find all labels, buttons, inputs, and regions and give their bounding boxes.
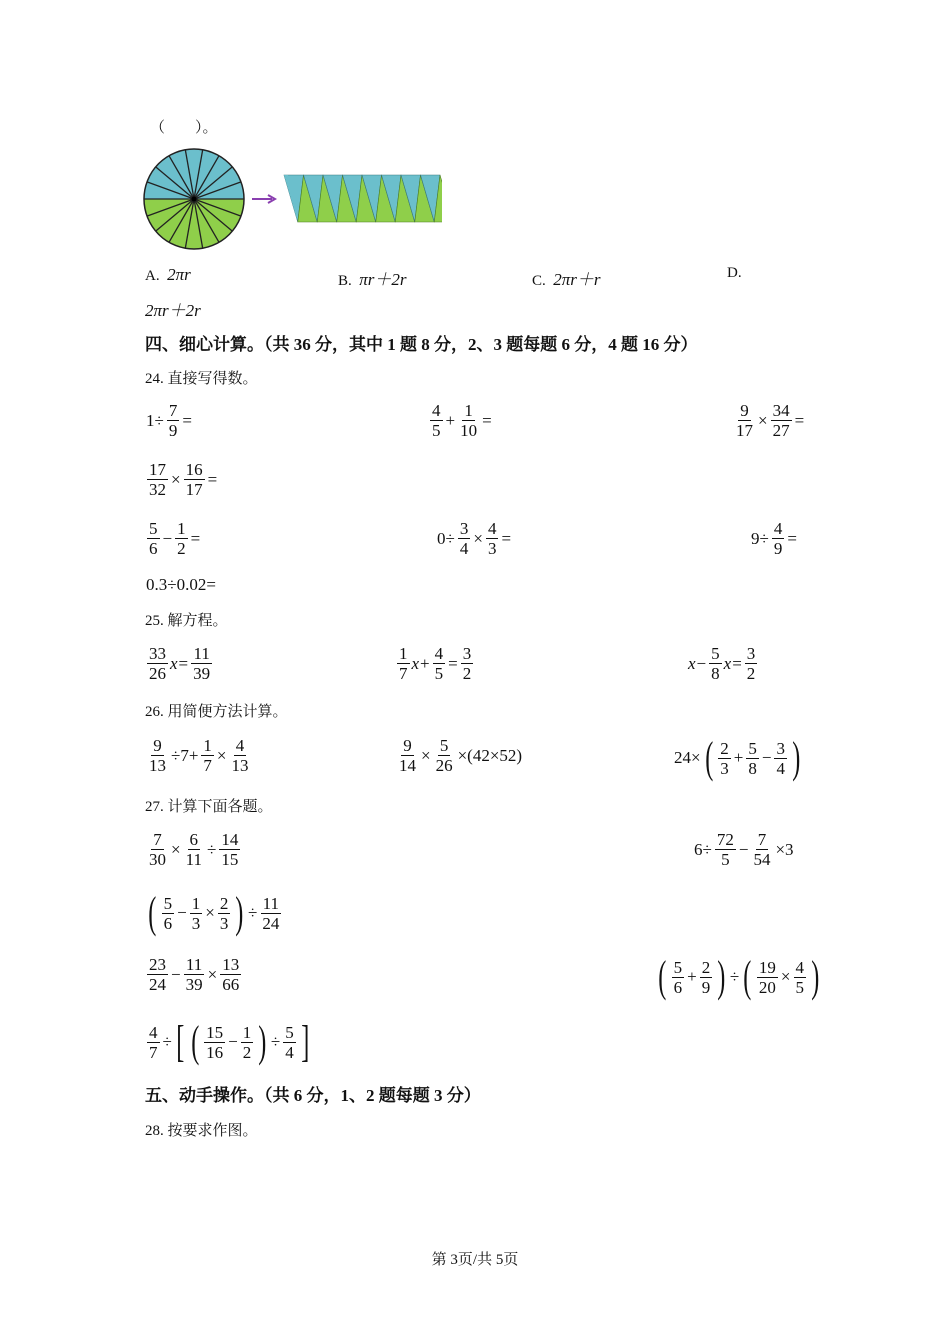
- math-operator: +: [733, 748, 744, 767]
- denominator: 4: [776, 758, 785, 778]
- fraction: [204, 1023, 225, 1062]
- bracket: (: [658, 952, 667, 1001]
- math-operator: =: [182, 410, 192, 430]
- math-operator: ×3: [775, 839, 794, 859]
- math-operator: =: [501, 528, 512, 548]
- fraction: [486, 519, 499, 558]
- bracket: ): [258, 1017, 267, 1066]
- fraction: [260, 894, 281, 933]
- bracket: ): [792, 733, 801, 782]
- denominator: 4: [459, 539, 469, 558]
- math-expression-e26-3: [673, 733, 804, 782]
- math-operator: 0.3÷0.02=: [146, 575, 216, 594]
- math-operator: +: [420, 653, 430, 673]
- numerator: 1: [464, 401, 473, 420]
- math-operator: −: [228, 1032, 238, 1051]
- math-expression-e24-7: [750, 519, 798, 558]
- bracket: (: [148, 888, 157, 937]
- numerator: 5: [163, 893, 173, 913]
- fraction: [147, 830, 168, 869]
- section-4-title: 四、细心计算。（共 36 分，其中 1 题 8 分，2、3 题每题 6 分，4 题 16 分）: [145, 335, 698, 354]
- fraction: [147, 644, 168, 683]
- numerator: 9: [403, 736, 412, 755]
- option-a: [145, 265, 191, 285]
- math-operator: ×: [421, 745, 431, 765]
- denominator: 9: [701, 977, 711, 997]
- numerator: 4: [487, 519, 497, 538]
- denominator: 5: [434, 664, 444, 683]
- denominator: 15: [221, 850, 239, 869]
- option-b-expr: πr＋2r: [359, 270, 407, 289]
- denominator: 27: [772, 421, 790, 440]
- math-operator: ×: [171, 839, 181, 859]
- option-b: [338, 265, 407, 290]
- math-expression-e27-6: [145, 1017, 312, 1066]
- math-operator: 9÷: [751, 528, 769, 548]
- fraction: [147, 955, 168, 994]
- numerator: 5: [673, 957, 683, 977]
- denominator: 14: [399, 756, 416, 775]
- math-expression-e24-5: [145, 519, 201, 558]
- numerator: 9: [153, 736, 162, 755]
- math-operator: ÷: [206, 839, 217, 859]
- numerator: 16: [185, 460, 203, 479]
- denominator: 9: [773, 539, 783, 558]
- denominator: 9: [168, 421, 178, 440]
- fraction: [751, 830, 772, 869]
- numerator: 5: [711, 644, 720, 663]
- fraction: [220, 955, 241, 994]
- numerator: 4: [795, 957, 804, 977]
- denominator: 39: [193, 664, 211, 683]
- numerator: 5: [285, 1022, 294, 1042]
- denominator: 2: [462, 664, 472, 683]
- denominator: 2: [746, 664, 756, 683]
- numerator: 7: [757, 830, 767, 849]
- bracket: (: [743, 952, 752, 1001]
- fraction: [718, 739, 731, 778]
- math-operator: ÷: [270, 1032, 281, 1051]
- fraction: [162, 894, 175, 933]
- math-operator: −: [738, 839, 749, 859]
- denominator: 39: [185, 975, 203, 994]
- option-a-label: A.: [145, 268, 160, 284]
- numerator: 2: [219, 893, 229, 913]
- math-operator: −: [761, 748, 772, 767]
- math-operator: ÷: [729, 967, 740, 986]
- fraction: [175, 519, 188, 558]
- math-operator: 24×: [674, 748, 701, 767]
- numerator: 6: [189, 830, 199, 849]
- fraction: [190, 894, 203, 933]
- math-expression-e24-1: [145, 401, 193, 440]
- fraction: [184, 830, 204, 869]
- numerator: 34: [772, 401, 790, 420]
- fraction: [147, 736, 168, 775]
- denominator: 5: [795, 977, 804, 997]
- math-operator: ×: [171, 469, 181, 489]
- denominator: 16: [206, 1042, 224, 1062]
- numerator: 4: [434, 644, 444, 663]
- numerator: 2: [720, 738, 729, 758]
- variable: x: [723, 653, 732, 673]
- numerator: 11: [185, 955, 203, 974]
- numerator: 4: [149, 1022, 158, 1042]
- math-operator: 1÷: [146, 410, 164, 430]
- math-expression-e27-1: [145, 830, 242, 869]
- denominator: 2: [242, 1042, 252, 1062]
- numerator: 9: [740, 401, 749, 420]
- denominator: 11: [185, 850, 202, 869]
- fraction: [745, 644, 758, 683]
- numerator: 1: [242, 1022, 252, 1042]
- numerator: 5: [439, 736, 449, 755]
- denominator: 4: [285, 1042, 294, 1062]
- fraction: [219, 830, 240, 869]
- option-c: [532, 265, 601, 290]
- numerator: 4: [773, 519, 783, 538]
- math-operator: =: [732, 653, 742, 673]
- math-operator: =: [448, 653, 458, 673]
- denominator: 66: [222, 975, 240, 994]
- fraction: [430, 401, 443, 440]
- math-operator: ×(42×52): [457, 745, 523, 765]
- fraction: [734, 401, 755, 440]
- denominator: 3: [487, 539, 497, 558]
- fraction: [191, 644, 212, 683]
- denominator: 3: [219, 913, 229, 933]
- math-operator: 0÷: [437, 528, 455, 548]
- fraction: [461, 644, 474, 683]
- denominator: 6: [149, 539, 158, 558]
- fraction: [230, 736, 251, 775]
- denominator: 5: [721, 850, 730, 869]
- math-expression-e27-2: [693, 830, 795, 869]
- math-expression-e24-8: [145, 565, 217, 605]
- numerator: 72: [716, 830, 734, 849]
- numerator: 14: [221, 830, 239, 849]
- numerator: 1: [203, 736, 212, 755]
- denominator: 13: [149, 756, 166, 775]
- fraction: [147, 460, 168, 499]
- denominator: 26: [149, 664, 166, 683]
- math-operator: −: [171, 964, 181, 984]
- denominator: 6: [163, 913, 173, 933]
- math-expression-e27-3: [145, 888, 283, 937]
- fraction: [771, 401, 792, 440]
- fraction: [458, 401, 479, 440]
- denominator: 26: [435, 756, 453, 775]
- fraction: [147, 1023, 160, 1062]
- option-d: [727, 265, 742, 282]
- numerator: 3: [459, 519, 469, 538]
- question-27: 27. 计算下面各题。: [145, 799, 273, 815]
- option-c-label: C.: [532, 273, 546, 289]
- denominator: 7: [149, 1042, 158, 1062]
- numerator: 1: [191, 893, 201, 913]
- math-operator: ×: [473, 528, 483, 548]
- fraction: [772, 519, 785, 558]
- denominator: 3: [191, 913, 201, 933]
- bracket: (: [704, 733, 713, 782]
- fraction: [715, 830, 736, 869]
- denominator: 32: [149, 480, 166, 499]
- numerator: 4: [235, 736, 245, 755]
- numerator: 17: [149, 460, 166, 479]
- fraction: [757, 958, 778, 997]
- math-operator: 6÷: [694, 839, 712, 859]
- fraction: [397, 644, 410, 683]
- denominator: 17: [185, 480, 203, 499]
- math-operator: −: [162, 528, 173, 548]
- answer-blank: （ ）。: [150, 120, 218, 136]
- math-operator: +: [445, 410, 456, 430]
- math-operator: ×: [207, 964, 218, 984]
- option-d-expr-line: [145, 296, 201, 321]
- arrow-icon: [252, 195, 275, 203]
- denominator: 2: [177, 539, 186, 558]
- option-d-expr: 2πr＋2r: [145, 301, 201, 320]
- numerator: 4: [432, 401, 441, 420]
- fraction: [241, 1023, 254, 1062]
- denominator: 7: [399, 664, 408, 683]
- fraction: [672, 958, 685, 997]
- numerator: 3: [746, 644, 756, 663]
- option-d-label: D.: [727, 265, 742, 281]
- numerator: 1: [399, 644, 408, 663]
- math-operator: =: [794, 410, 805, 430]
- numerator: 11: [193, 644, 210, 663]
- math-operator: =: [482, 410, 492, 430]
- numerator: 19: [758, 957, 776, 977]
- numerator: 23: [149, 955, 166, 974]
- page-footer: 第 3页/共 5页: [431, 1252, 519, 1268]
- denominator: 8: [711, 664, 720, 683]
- fraction: [774, 739, 787, 778]
- numerator: 5: [748, 738, 757, 758]
- fraction: [184, 460, 205, 499]
- denominator: 3: [720, 758, 729, 778]
- fraction: [167, 401, 180, 440]
- numerator: 7: [168, 401, 178, 420]
- math-operator: +: [687, 967, 697, 986]
- question-26: 26. 用简便方法计算。: [145, 704, 288, 720]
- fraction: [746, 739, 759, 778]
- math-expression-e26-2: [395, 736, 523, 775]
- numerator: 33: [149, 644, 166, 663]
- math-expression-e25-3: [688, 644, 759, 683]
- math-operator: −: [177, 903, 187, 922]
- bracket: ): [717, 952, 726, 1001]
- denominator: 6: [673, 977, 683, 997]
- math-expression-e27-5: [655, 952, 823, 1001]
- question-28: 28. 按要求作图。: [145, 1123, 258, 1139]
- denominator: 10: [460, 421, 478, 440]
- math-expression-e24-6: [436, 519, 512, 558]
- numerator: 2: [701, 957, 711, 977]
- math-expression-e24-4: [145, 460, 218, 499]
- math-operator: ÷7+: [171, 745, 199, 765]
- denominator: 30: [149, 850, 166, 869]
- math-operator: =: [787, 528, 797, 548]
- numerator: 5: [149, 519, 158, 538]
- numerator: 13: [222, 955, 240, 974]
- numerator: 3: [776, 738, 785, 758]
- denominator: 17: [736, 421, 753, 440]
- bracket: ): [811, 952, 820, 1001]
- math-expression-e26-1: [145, 736, 253, 775]
- variable: x: [411, 653, 420, 673]
- bracket: ]: [301, 1017, 310, 1066]
- fraction: [433, 644, 446, 683]
- math-expression-e24-3: [732, 401, 805, 440]
- math-operator: ÷: [162, 1032, 172, 1051]
- denominator: 7: [203, 756, 212, 775]
- math-expression-e25-2: [395, 644, 475, 683]
- circle-rearrangement-figure: [142, 147, 442, 253]
- numerator: 7: [153, 830, 162, 849]
- bracket: ): [235, 888, 244, 937]
- denominator: 54: [753, 850, 771, 869]
- math-operator: =: [178, 653, 189, 673]
- option-a-expr: 2πr: [167, 265, 191, 284]
- fraction: [184, 955, 205, 994]
- math-expression-e25-1: [145, 644, 214, 683]
- question-25: 25. 解方程。: [145, 613, 228, 629]
- denominator: 24: [149, 975, 166, 994]
- fraction: [434, 736, 455, 775]
- fraction: [709, 644, 722, 683]
- numerator: 3: [462, 644, 472, 663]
- math-expression-e27-4: [145, 955, 243, 994]
- bracket: (: [190, 1017, 199, 1066]
- numerator: 15: [206, 1022, 224, 1042]
- math-expression-e24-2: [428, 401, 493, 440]
- fraction: [283, 1023, 296, 1062]
- option-b-label: B.: [338, 273, 352, 289]
- bracket: [: [176, 1017, 185, 1066]
- math-operator: ÷: [248, 903, 258, 922]
- fraction: [458, 519, 471, 558]
- math-operator: ×: [780, 967, 791, 986]
- variable: x: [688, 653, 696, 673]
- fraction: [794, 958, 807, 997]
- math-operator: ×: [216, 745, 227, 765]
- numerator: 11: [262, 893, 280, 913]
- math-operator: ×: [758, 410, 768, 430]
- denominator: 20: [758, 977, 776, 997]
- fraction: [218, 894, 231, 933]
- fraction: [700, 958, 713, 997]
- math-operator: =: [190, 528, 201, 548]
- denominator: 8: [748, 758, 757, 778]
- fraction: [397, 736, 418, 775]
- math-operator: =: [207, 469, 218, 489]
- fraction: [147, 519, 160, 558]
- section-5-title: 五、动手操作。（共 6 分，1、2 题每题 3 分）: [145, 1086, 481, 1105]
- option-c-expr: 2πr＋r: [553, 270, 601, 289]
- numerator: 1: [177, 519, 186, 538]
- variable: x: [170, 653, 178, 673]
- math-operator: ×: [205, 903, 215, 922]
- fraction: [201, 736, 214, 775]
- math-operator: −: [696, 653, 707, 673]
- denominator: 24: [262, 913, 280, 933]
- denominator: 5: [432, 421, 441, 440]
- denominator: 13: [231, 756, 249, 775]
- question-24: 24. 直接写得数。: [145, 371, 258, 387]
